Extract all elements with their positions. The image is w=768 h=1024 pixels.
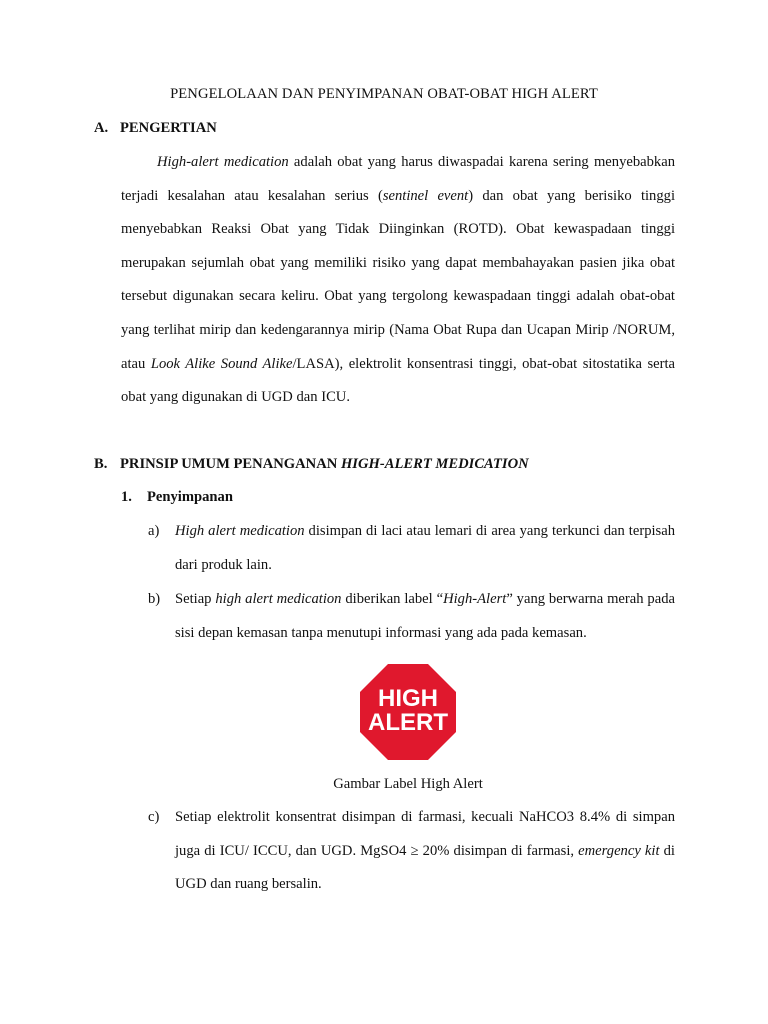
subsection-1-heading xyxy=(121,489,233,506)
list-marker: c) xyxy=(148,809,160,825)
figure-caption: Gambar Label High Alert xyxy=(333,776,483,792)
section-b-title-italic: HIGH-ALERT MEDICATION xyxy=(340,456,529,472)
section-a-letter: A. xyxy=(94,120,109,136)
section-a-heading xyxy=(94,120,217,137)
logo-text-alert: ALERT xyxy=(368,709,448,736)
list-marker: a) xyxy=(148,523,160,539)
document-title: PENGELOLAAN DAN PENYIMPANAN OBAT-OBAT HIGH ALERT xyxy=(170,86,598,102)
list-item-b xyxy=(148,583,675,650)
list-item-a xyxy=(148,515,675,582)
list-item-text: Setiap elektrolit konsentrat disimpan di farmasi, kecuali NaHCO3 8.4% di simpan juga di ICU/ ICCU, dan UGD. MgSO4 ≥ 20% disimpan di farmasi, emergency kit di UGD dan ruang bersalin. xyxy=(175,809,675,893)
list-marker: b) xyxy=(148,591,161,607)
list-item-text: Setiap high alert medication diberikan label “High-Alert” yang berwarna merah pada sisi depan kemasan tanpa menutupi informasi yang ada pada kemasan. xyxy=(175,591,675,641)
section-b-title: PRINSIP UMUM PENANGANAN xyxy=(120,456,341,472)
high-alert-label-image xyxy=(360,664,456,760)
section-a-title: PENGERTIAN xyxy=(120,120,217,136)
section-a-paragraph: High-alert medication adalah obat yang harus diwaspadai karena sering menyebabkan terjadi kesalahan atau kesalahan serius (sentinel event) dan obat yang berisiko tinggi menyebabkan Reaksi Obat yang Tidak Diinginkan (ROTD). Obat kewaspadaan tinggi merupakan sejumlah obat yang memiliki risiko yang dapat membahayakan pasien jika obat tersebut digunakan secara keliru. Obat yang tergolong kewaspadaan tinggi adalah obat-obat yang terlihat mirip dan kedengarannya mirip (Nama Obat Rupa dan Ucapan Mirip /NORUM, atau Look Alike Sound Alike/LASA), elektrolit konsentrasi tinggi, obat-obat sitostatika serta obat yang digunakan di UGD dan ICU. xyxy=(121,154,675,406)
section-b-letter: B. xyxy=(94,456,108,472)
logo-text-high: HIGH xyxy=(378,685,438,712)
list-item-c xyxy=(148,801,675,902)
section-b-heading xyxy=(94,456,529,473)
list-item-text: High alert medication disimpan di laci atau lemari di area yang terkunci dan terpisah dari produk lain. xyxy=(175,523,675,573)
subsection-1-number: 1. xyxy=(121,489,132,505)
high-alert-term: High-alert medication xyxy=(157,154,289,170)
subsection-1-label: Penyimpanan xyxy=(147,489,233,505)
lasa-term: Look Alike Sound Alike xyxy=(150,355,293,372)
sentinel-event-term: sentinel event xyxy=(382,187,469,204)
